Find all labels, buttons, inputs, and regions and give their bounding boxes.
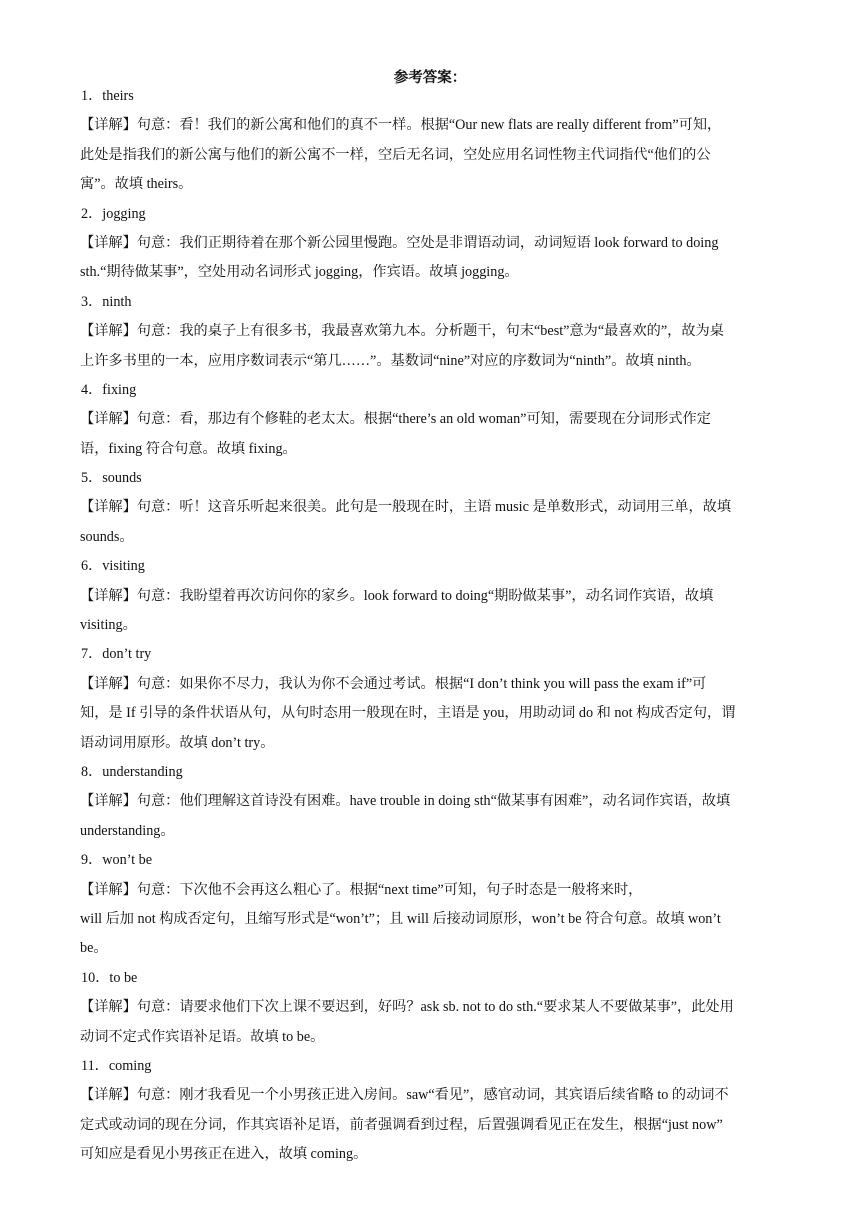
answer-list (80, 86, 785, 1173)
explanation-line: 【详解】句意：刚才我看见一个小男孩正进入房间。saw“看见”，感官动词，其宾语后续省略 to 的动词不 (80, 1087, 729, 1104)
answer-item (80, 380, 785, 468)
explanation-line: 此处是指我们的新公寓与他们的新公寓不一样，空后无名词，空处应用名词性物主代词指代“他们的公 (80, 146, 711, 163)
explanation-line: 【详解】句意：我的桌子上有很多书，我最喜欢第九本。分析题干，句末“best”意为“最喜欢的”，故为桌 (80, 323, 724, 340)
answer-number: 2．jogging (81, 205, 146, 222)
explanation-line: 上许多书里的一本，应用序数词表示“第几……”。基数词“nine”对应的序数词为“ninth”。故填 ninth。 (80, 352, 701, 369)
answer-item (80, 292, 785, 380)
explanation-line: 【详解】句意：听！这音乐听起来很美。此句是一般现在时，主语 music 是单数形式，动词用三单，故填 (80, 499, 732, 516)
answer-number: 11．coming (81, 1057, 152, 1074)
explanation-line: sounds。 (80, 528, 134, 545)
explanation-line: understanding。 (80, 822, 175, 839)
answer-item (80, 644, 785, 762)
answer-number: 4．fixing (81, 381, 137, 398)
answer-item (80, 468, 785, 556)
explanation-line: be。 (80, 940, 108, 957)
explanation-line: visiting。 (80, 617, 137, 634)
answer-number: 1．theirs (81, 88, 134, 104)
answer-item (80, 850, 785, 968)
explanation-line: 【详解】句意：请要求他们下次上课不要迟到，好吗？ask sb. not to do sth.“要求某人不要做某事”，此处用 (80, 999, 734, 1016)
answer-number: 5．sounds (81, 470, 142, 487)
explanation-line: will 后加 not 构成否定句，且缩写形式是“won’t”；且 will 后接动词原形，won’t be 符合句意。故填 won’t (80, 910, 721, 927)
explanation-line: 知，是 If 引导的条件状语从句，从句时态用一般现在时，主语是 you，用助动词 do 和 not 构成否定句，谓 (80, 705, 736, 722)
explanation-line: 语，fixing 符合句意。故填 fixing。 (80, 440, 297, 457)
explanation-line: 动词不定式作宾语补足语。故填 to be。 (80, 1028, 325, 1045)
answer-number: 7．don’t try (81, 646, 152, 663)
explanation-line: 【详解】句意：我盼望着再次访问你的家乡。look forward to doing“期盼做某事”，动名词作宾语，故填 (80, 587, 714, 604)
explanation-line: sth.“期待做某事”，空处用动名词形式 jogging，作宾语。故填 jogging。 (80, 264, 519, 281)
answer-item (80, 762, 785, 850)
answer-item (80, 204, 785, 292)
explanation-line: 语动词用原形。故填 don’t try。 (80, 734, 275, 751)
answer-item (80, 968, 785, 1056)
explanation-line: 【详解】句意：他们理解这首诗没有困难。have trouble in doing sth“做某事有困难”，动名词作宾语，故填 (80, 793, 731, 810)
explanation-line: 【详解】句意：下次他不会再这么粗心了。根据“next time”可知，句子时态是一般将来时， (80, 881, 643, 898)
answer-number: 3．ninth (81, 293, 132, 310)
page-title: 参考答案： (393, 70, 467, 86)
explanation-line: 【详解】句意：如果你不尽力，我认为你不会通过考试。根据“I don’t think you will pass the exam if”可 (80, 675, 707, 692)
explanation-line: 定式或动词的现在分词，作其宾语补足语，前者强调看到过程，后置强调看见正在发生，根据“just now” (80, 1116, 723, 1133)
answer-item (80, 86, 785, 204)
explanation-line: 可知应是看见小男孩正在进入，故填 coming。 (80, 1146, 368, 1163)
answer-item (80, 1056, 785, 1174)
explanation-line: 寓”。故填 theirs。 (80, 176, 193, 193)
explanation-line: 【详解】句意：看！我们的新公寓和他们的真不一样。根据“Our new flats are really different from”可知， (80, 117, 722, 134)
answer-item (80, 556, 785, 644)
answer-number: 6．visiting (81, 558, 145, 575)
explanation-line: 【详解】句意：看，那边有个修鞋的老太太。根据“there’s an old woman”可知，需要现在分词形式作定 (80, 411, 711, 428)
answer-number: 8．understanding (81, 763, 183, 780)
answer-number: 9．won’t be (81, 852, 153, 869)
answer-number: 10．to be (81, 969, 138, 986)
explanation-line: 【详解】句意：我们正期待着在那个新公园里慢跑。空处是非谓语动词，动词短语 look forward to doing (80, 234, 719, 251)
